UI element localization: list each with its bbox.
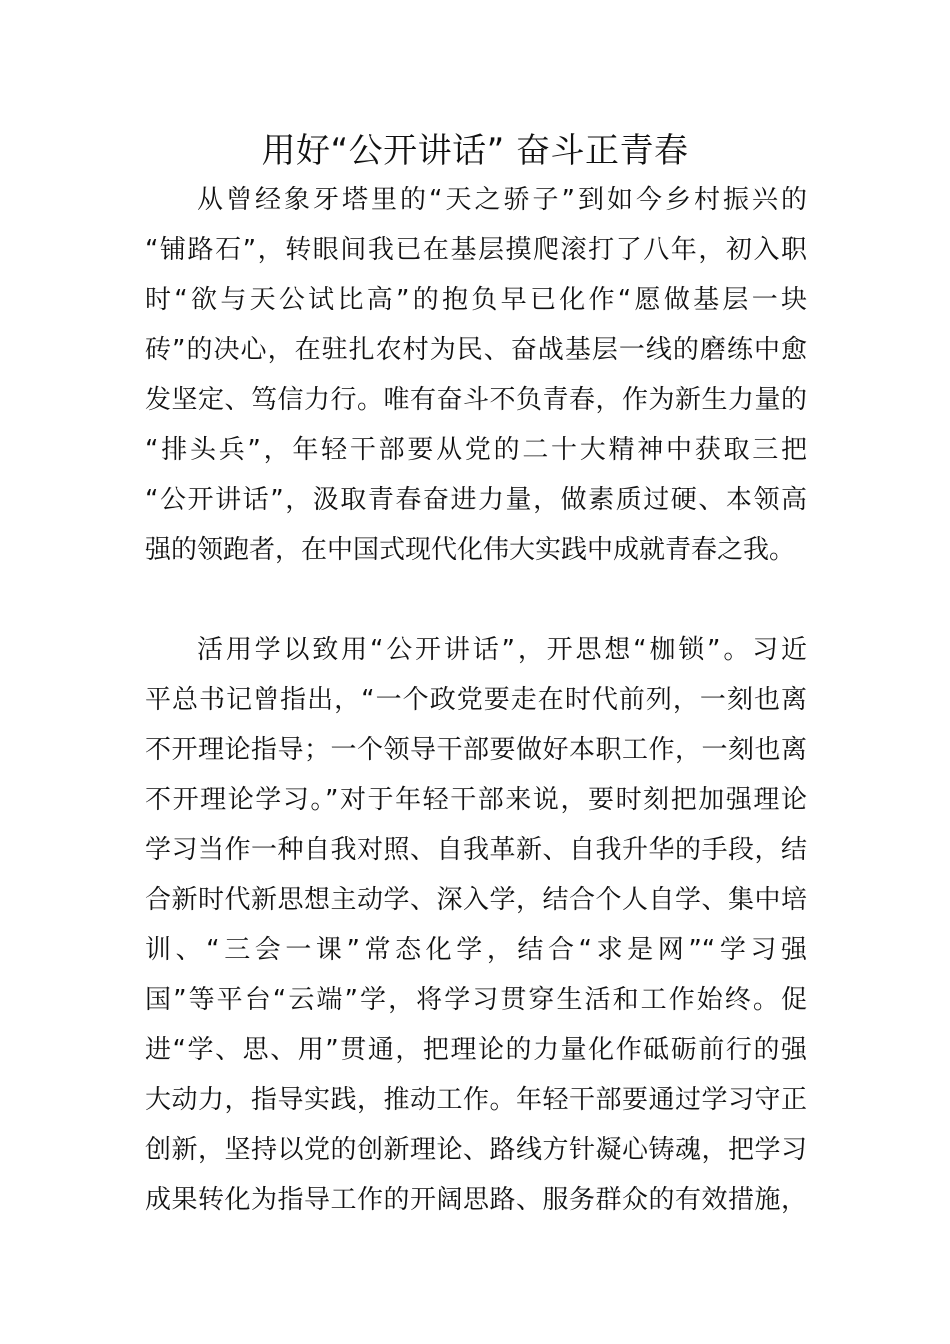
- paragraph-line: 大动力，指导实践，推动工作。年轻干部要通过学习守正: [145, 1085, 807, 1115]
- paragraph-line: 学习当作一种自我对照、自我革新、自我升华的手段，结: [145, 835, 807, 865]
- paragraph-line: 从曾经象牙塔里的“天之骄子”到如今乡村振兴的: [197, 185, 807, 215]
- paragraph-line: 合新时代新思想主动学、深入学，结合个人自学、集中培: [145, 885, 807, 915]
- paragraph-line: 不开理论指导；一个领导干部要做好本职工作，一刻也离: [145, 735, 807, 765]
- paragraph-line: 时“欲与天公试比高”的抱负早已化作“愿做基层一块: [145, 285, 807, 315]
- paragraph-line: 不开理论学习。”对于年轻干部来说，要时刻把加强理论: [145, 785, 807, 815]
- paragraph-line: 成果转化为指导工作的开阔思路、服务群众的有效措施，: [145, 1185, 807, 1215]
- paragraph-line: 创新，坚持以党的创新理论、路线方针凝心铸魂，把学习: [145, 1135, 807, 1165]
- paragraph-line: 训、“三会一课”常态化学，结合“求是网”“学习强: [145, 935, 807, 965]
- paragraph-line: 发坚定、笃信力行。唯有奋斗不负青春，作为新生力量的: [145, 385, 807, 415]
- paragraph-line: “公开讲话”，汲取青春奋进力量，做素质过硬、本领高: [145, 485, 807, 515]
- paragraph-line: 强的领跑者，在中国式现代化伟大实践中成就青春之我。: [145, 535, 796, 565]
- paragraph-line: 进“学、思、用”贯通，把理论的力量化作砥砺前行的强: [145, 1035, 807, 1065]
- paragraph-line: “排头兵”，年轻干部要从党的二十大精神中获取三把: [145, 435, 807, 465]
- paragraph-line: 活用学以致用“公开讲话”，开思想“枷锁”。习近: [197, 635, 807, 665]
- document-title: 用好“公开讲话” 奋斗正青春: [261, 131, 689, 171]
- paragraph-line: 平总书记曾指出，“一个政党要走在时代前列，一刻也离: [145, 685, 807, 715]
- paragraph-line: 砖”的决心，在驻扎农村为民、奋战基层一线的磨练中愈: [145, 335, 807, 365]
- paragraph-line: “铺路石”，转眼间我已在基层摸爬滚打了八年，初入职: [145, 235, 807, 265]
- paragraph-line: 国”等平台“云端”学，将学习贯穿生活和工作始终。促: [145, 985, 807, 1015]
